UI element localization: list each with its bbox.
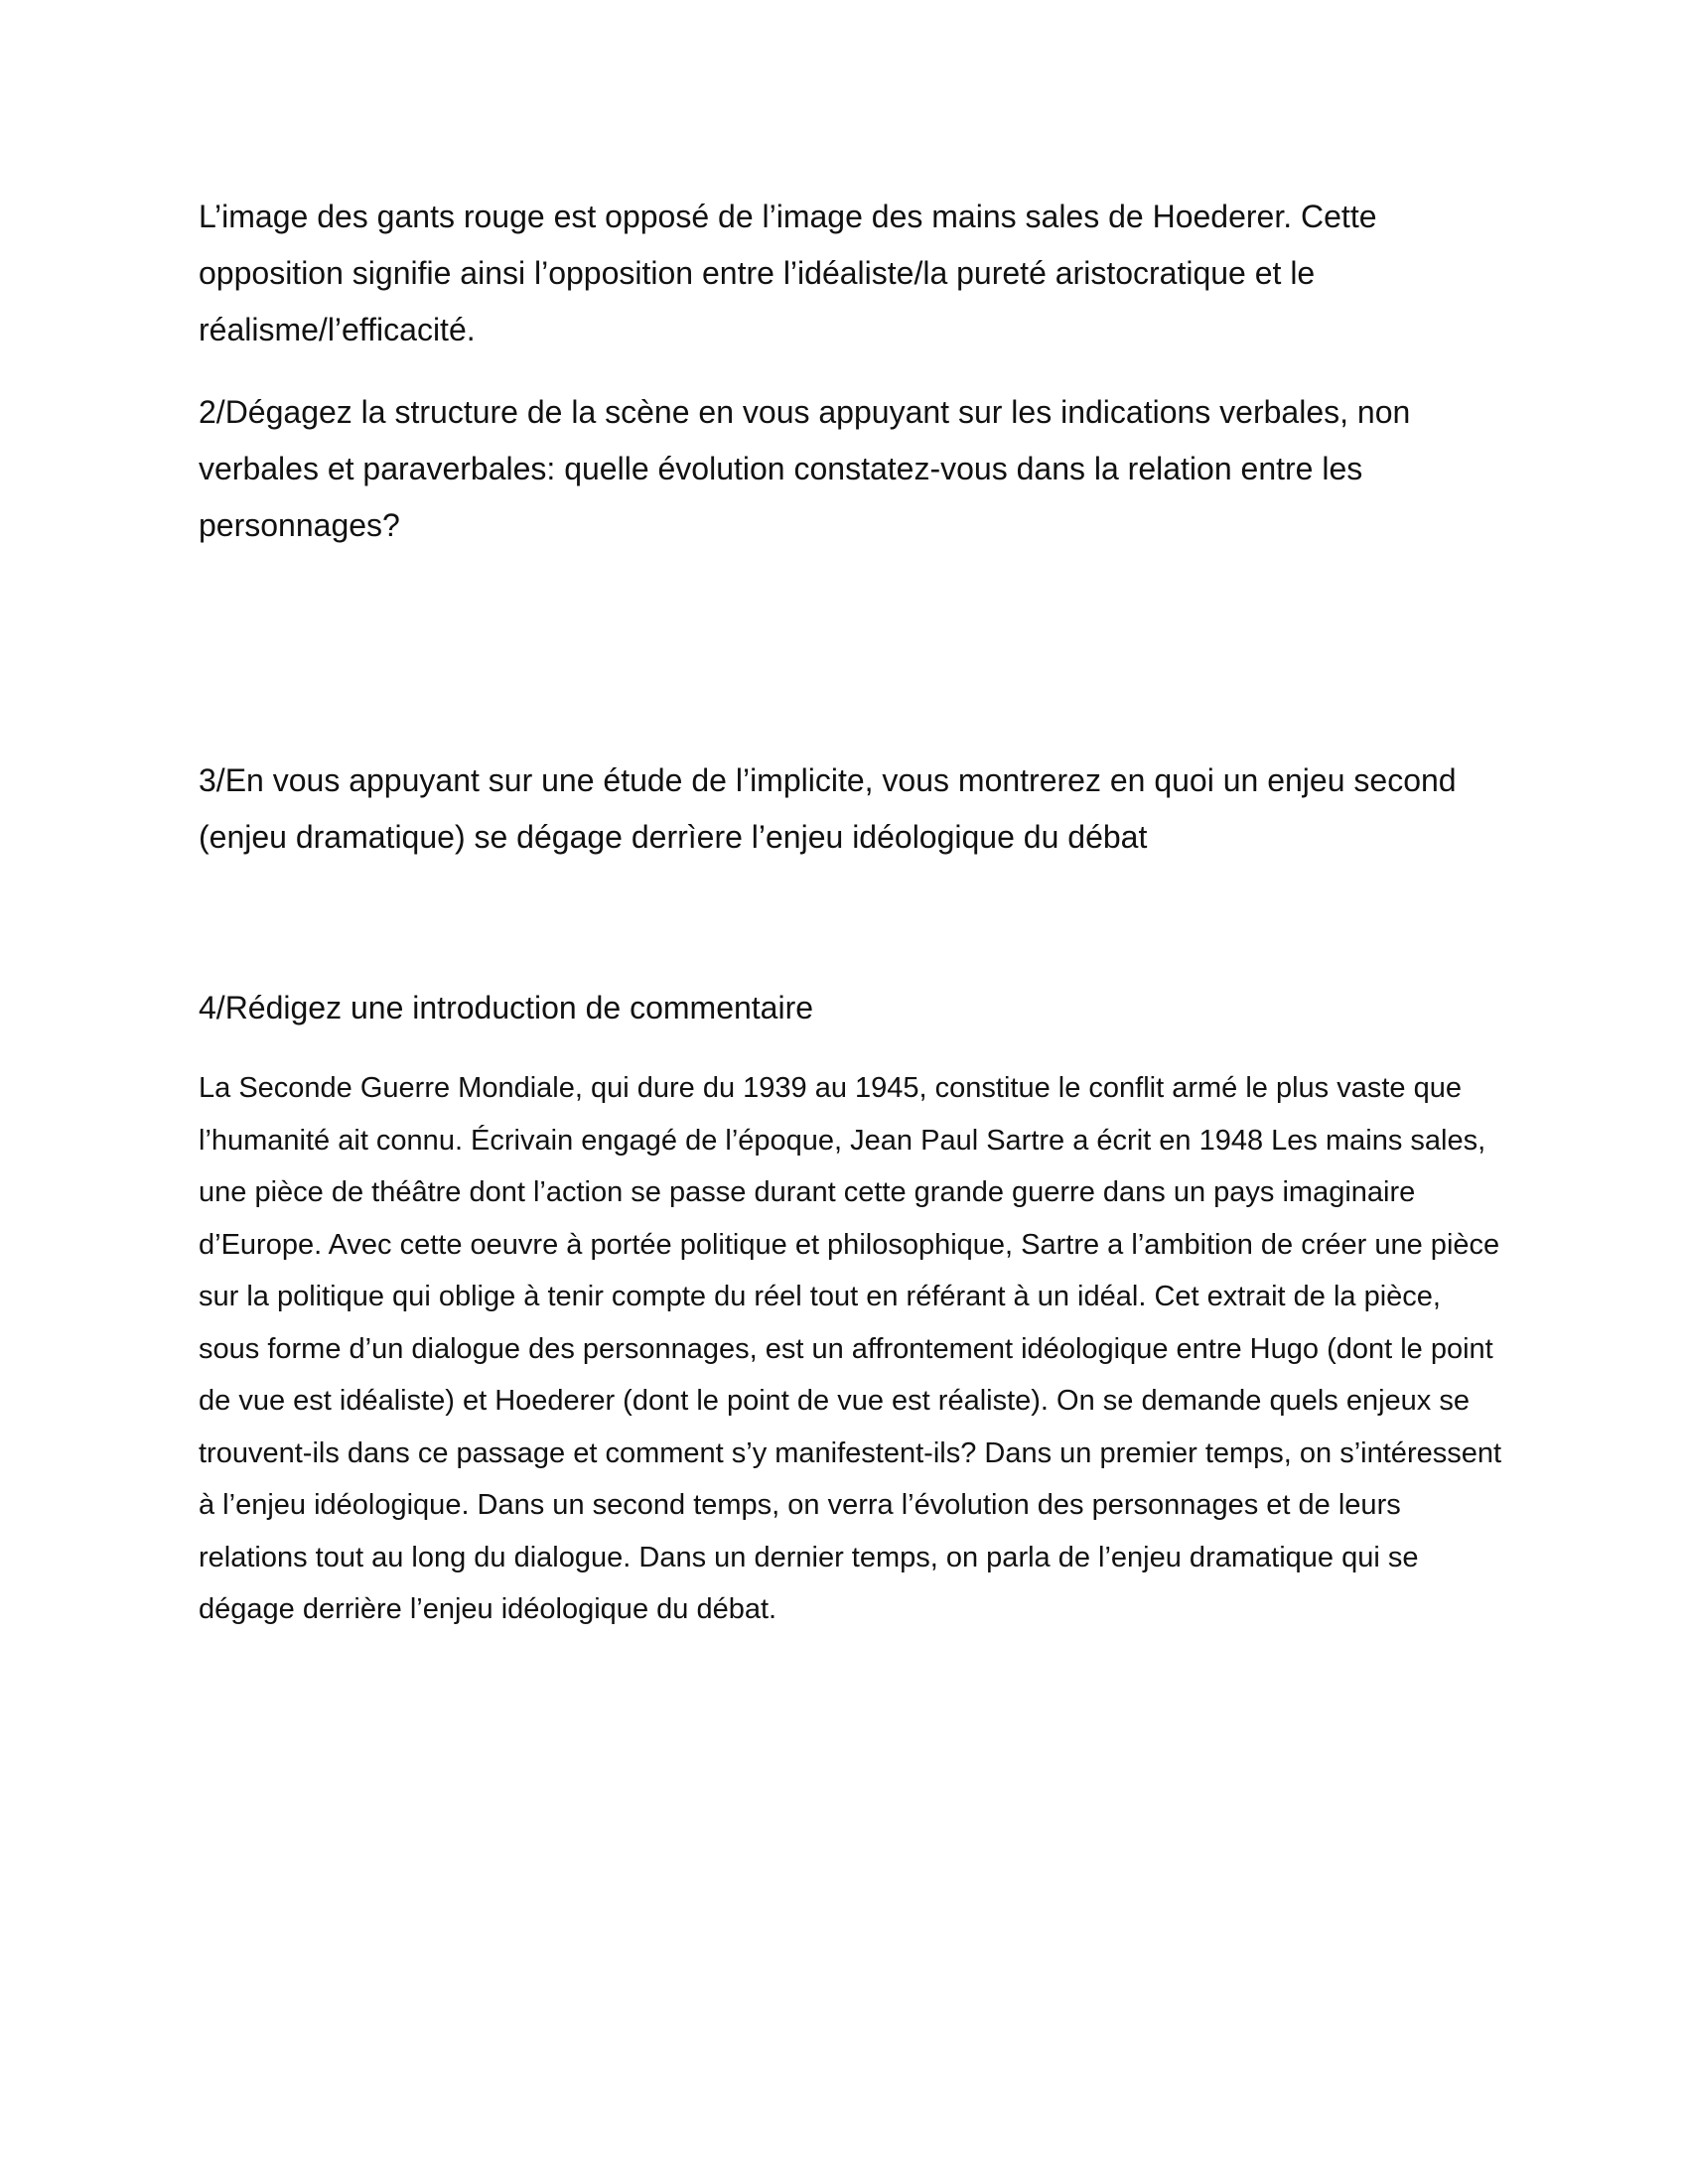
document-page (199, 189, 1509, 1636)
paragraph-image-opposition: L’image des gants rouge est opposé de l’image des mains sales de Hoederer. Cette opposition signifie ainsi l’opposition entre l’idéaliste/la pureté aristocratique et le réalisme/l’efficacité. (199, 199, 1377, 347)
question-2-paragraph: 2/Dégagez la structure de la scène en vous appuyant sur les indications verbales, non verbales et paraverbales: quelle évolution constatez-vous dans la relation entre les personnages? (199, 394, 1411, 543)
question-3-paragraph: 3/En vous appuyant sur une étude de l’implicite, vous montrerez en quoi un enjeu second (enjeu dramatique) se dégage derrìere l’enjeu idéologique du débat (199, 762, 1457, 855)
question-4-heading: 4/Rédigez une introduction de commentaire (199, 990, 814, 1025)
commentary-introduction-paragraph: La Seconde Guerre Mondiale, qui dure du 1939 au 1945, constitue le conflit armé le plus vaste que l’humanité ait connu. Écrivain engagé de l’époque, Jean Paul Sartre a écrit en 1948 Les mains sales, une pièce de théâtre dont l’action se passe durant cette grande guerre dans un pays imaginaire d’Europe. Avec cette oeuvre à portée politique et philosophique, Sartre a l’ambition de créer une pièce sur la politique qui oblige à tenir compte du réel tout en référant à un idéal. Cet extrait de la pièce, sous forme d’un dialogue des personnages, est un affrontement idéologique entre Hugo (dont le point de vue est idéaliste) et Hoederer (dont le point de vue est réaliste). On se demande quels enjeux se trouvent-ils dans ce passage et comment s’y manifestent-ils? Dans un premier temps, on s’intéressent à l’enjeu idéologique. Dans un second temps, on verra l’évolution des personnages et de leurs relations tout au long du dialogue. Dans un dernier temps, on parla de l’enjeu dramatique qui se dégage derrière l’enjeu idéologique du débat. (199, 1072, 1502, 1625)
